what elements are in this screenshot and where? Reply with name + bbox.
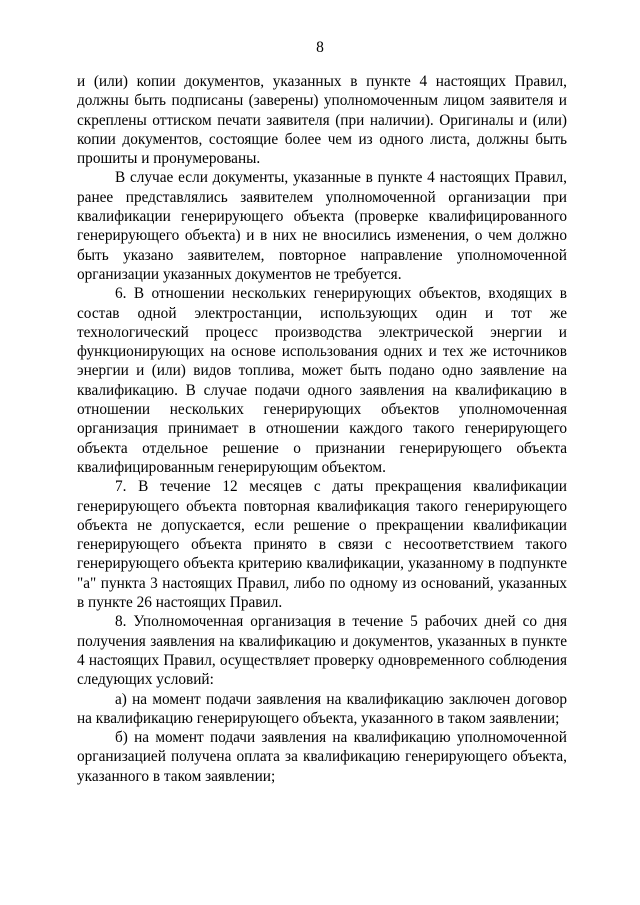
- page-number: 8: [316, 39, 324, 56]
- paragraph-subclause-a: а) на момент подачи заявления на квалификацию заключен договор на квалификацию генерирующего объекта, указанного в таком заявлении;: [77, 690, 567, 727]
- paragraph-clause-8: 8. Уполномоченная организация в течение 5 рабочих дней со дня получения заявления на квалификацию и документов, указанных в пункте 4 настоящих Правил, осуществляет проверку одновременного соблюдения следующих условий:: [77, 613, 567, 689]
- document-body: [77, 72, 567, 786]
- paragraph-clause-7: 7. В течение 12 месяцев с даты прекращения квалификации генерирующего объекта повторная квалификация такого генерирующего объекта не допускается, если решение о прекращении квалификации генерирующего объекта принято в связи с несоответствием такого генерирующего объекта критерию квалификации, указанному в подпункте "а" пункта 3 настоящих Правил, либо по одному из оснований, указанных в пункте 26 настоящих Правил.: [77, 478, 567, 612]
- paragraph-clause-6: 6. В отношении нескольких генерирующих объектов, входящих в состав одной электростанции, использующих один и тот же технологический процесс производства электрической энергии и функционирующих на основе использования одних и тех же источников энергии и (или) видов топлива, может быть подано одно заявление на квалификацию. В случае подачи одного заявления на квалификацию в отношении нескольких генерирующих объектов уполномоченная организация принимает в отношении каждого такого генерирующего объекта отдельное решение о признании генерирующего объекта квалифицированным генерирующим объектом.: [77, 285, 567, 476]
- paragraph-continuation: и (или) копии документов, указанных в пункте 4 настоящих Правил, должны быть подписаны (заверены) уполномоченным лицом заявителя и скреплены оттиском печати заявителя (при наличии). Оригиналы и (или) копии документов, состоящие более чем из одного листа, должны быть прошиты и пронумерованы.: [77, 73, 567, 168]
- paragraph-subclause-b: б) на момент подачи заявления на квалификацию уполномоченной организацией получена оплата за квалификацию генерирующего объекта, указанного в таком заявлении;: [77, 729, 567, 785]
- paragraph-repeat-documents: В случае если документы, указанные в пункте 4 настоящих Правил, ранее представлялись заявителем уполномоченной организации при квалификации генерирующего объекта (проверке квалифицированного генерирующего объекта) и в них не вносились изменения, о чем должно быть указано заявителем, повторное направление уполномоченной организации указанных документов не требуется.: [77, 169, 567, 283]
